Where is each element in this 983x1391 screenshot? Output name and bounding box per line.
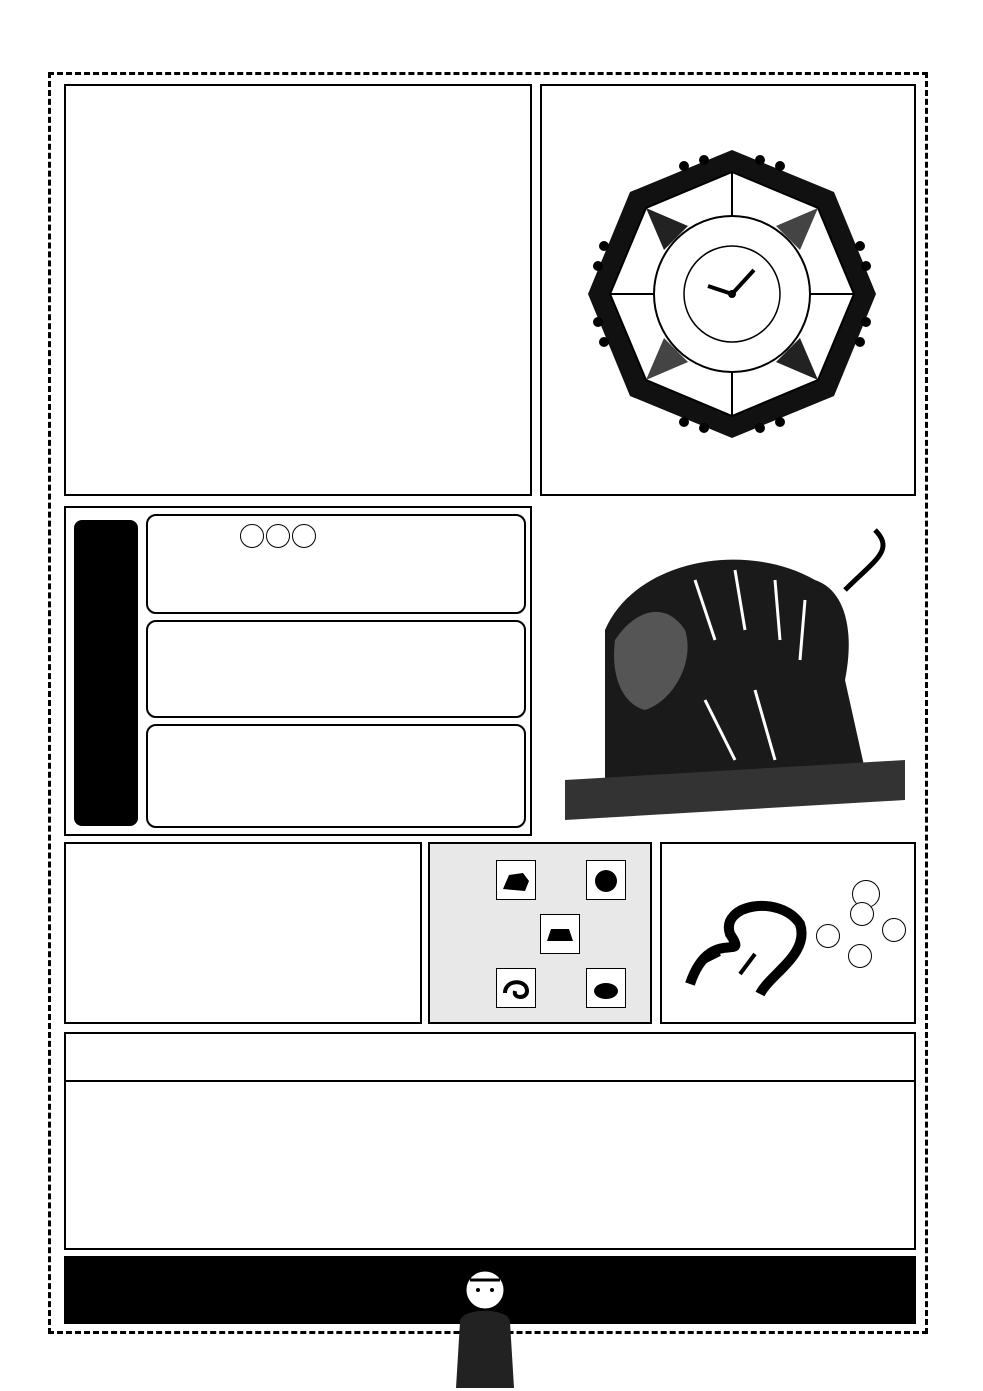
child-mascot [440, 1262, 530, 1391]
wave-section [64, 506, 532, 836]
dragon-box [660, 842, 916, 1024]
pearl-number [850, 902, 874, 926]
monkey-icon [586, 860, 626, 900]
pearl-number [884, 960, 908, 984]
recommendation-headline [66, 1034, 914, 1082]
pearl-number [882, 918, 906, 942]
horse-icon [496, 860, 536, 900]
snake-icon [496, 968, 536, 1008]
zodiac-poem-box [64, 842, 422, 1024]
wave-item-3 [146, 724, 526, 828]
wave-item-2 [146, 620, 526, 718]
wave-item-1 [146, 514, 526, 614]
pearl-number [816, 924, 840, 948]
top-border-strip [8, 32, 975, 60]
number-ball [292, 524, 316, 548]
zodiac-bagua-box [540, 84, 916, 496]
tiger-illustration [545, 520, 915, 830]
recommendation-box [64, 1032, 916, 1250]
right-border-strip [942, 64, 976, 1344]
bagua-diagram [584, 146, 880, 442]
rat-icon [586, 968, 626, 1008]
left-border-strip [6, 64, 40, 1344]
zodiac-code-box [428, 842, 652, 1024]
tiger-image [545, 520, 915, 830]
dog-icon [540, 914, 580, 954]
dragon-illustration [670, 884, 820, 1004]
wave-side-title [74, 520, 138, 826]
special-code-poem-box [64, 84, 532, 496]
number-ball [266, 524, 290, 548]
pearl-number [848, 944, 872, 968]
wave-item-1-header [240, 524, 322, 548]
door-columns [66, 1084, 914, 1248]
number-ball [240, 524, 264, 548]
